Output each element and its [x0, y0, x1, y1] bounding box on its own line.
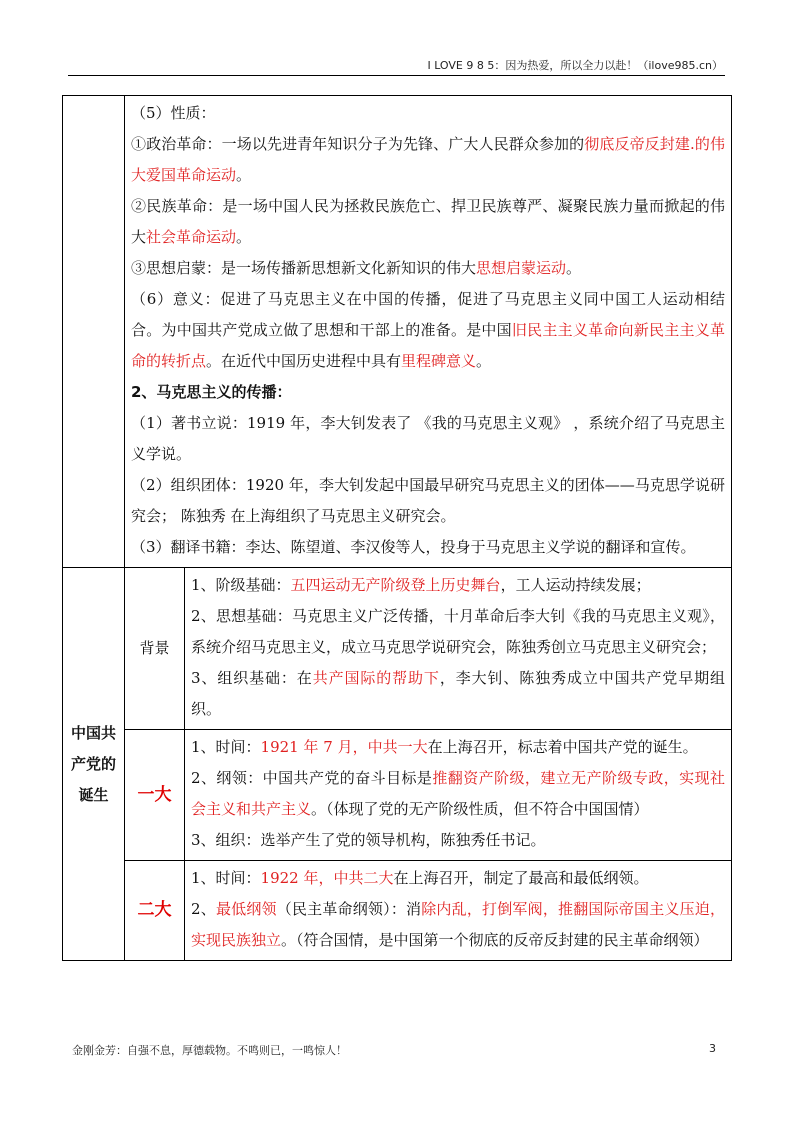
spread-item: （1）著书立说：1919 年，李大钊发表了 《我的马克思主义观》 ，系统介绍了马克思主义学说。 — [131, 414, 725, 463]
congress-item: 2、纲领：中国共产党的奋斗目标是推翻资产阶级，建立无产阶级专政，实现社会主义和共产主义。（体现了党的无产阶级性质，但不符合中国国情） — [191, 769, 725, 818]
table-row — [63, 96, 732, 568]
spread-title: 2、马克思主义的传播： — [131, 383, 292, 401]
significance-paragraph: （6）意义：促进了马克思主义在中国的传播，促进了马克思主义同中国工人运动相结合。为中国共产党成立做了思想和干部上的准备。是中国旧民主主义革命向新民主主义革命的转折点。在近代中国历史进程中具有里程碑意义。 — [131, 290, 725, 370]
second-congress-cell — [185, 861, 732, 961]
nature-item: ③思想启蒙：是一场传播新思想新文化新知识的伟大思想启蒙运动。 — [131, 259, 582, 277]
row-label: 背景 — [125, 568, 185, 730]
side-label: 中国共产党的诞生 — [63, 568, 125, 961]
spread-item: （3）翻译书籍：李达、陈望道、李汉俊等人，投身于马克思主义学说的翻译和宣传。 — [131, 538, 696, 556]
congress-item: 2、最低纲领（民主革命纲领）：消除内乱，打倒军阀，推翻国际帝国主义压迫，实现民族独立。（符合国情，是中国第一个彻底的反帝反封建的民主革命纲领） — [191, 900, 725, 949]
congress-item: 1、时间：1921 年 7 月，中共一大在上海召开，标志着中国共产党的诞生。 — [191, 738, 698, 756]
nature-title: （5）性质： — [131, 104, 216, 122]
first-congress-cell — [185, 730, 732, 861]
row-label: 二大 — [125, 861, 185, 961]
row-label: 一大 — [125, 730, 185, 861]
background-item: 2、思想基础：马克思主义广泛传播，十月革命后李大钊《我的马克思主义观》，系统介绍马克思主义，成立马克思学说研究会，陈独秀创立马克思主义研究会； — [191, 607, 725, 656]
nature-item: ②民族革命：是一场中国人民为拯救民族危亡、捍卫民族尊严、凝聚民族力量而掀起的伟大社会革命运动。 — [131, 197, 725, 246]
spread-item: （2）组织团体：1920 年，李大钊发起中国最早研究马克思主义的团体——马克思学说研究会； 陈独秀 在上海组织了马克思主义研究会。 — [131, 476, 725, 525]
page-header: I LOVE 9 8 5：因为热爱，所以全力以赴！（ilove985.cn） — [427, 59, 723, 72]
congress-item: 3、组织：选举产生了党的领导机构，陈独秀任书记。 — [191, 831, 546, 849]
page-number: 3 — [709, 1042, 716, 1055]
nature-item: ①政治革命：一场以先进青年知识分子为先锋、广大人民群众参加的彻底反帝反封建.的伟大爱国革命运动。 — [131, 135, 725, 184]
background-item: 3、组织基础：在共产国际的帮助下，李大钊、陈独秀成立中国共产党早期组织。 — [191, 669, 725, 718]
background-item: 1、阶级基础：五四运动无产阶级登上历史舞台，工人运动持续发展； — [191, 576, 651, 594]
table-row — [63, 861, 732, 961]
page-footer: 金刚金芳：自强不息，厚德载物。不鸣则已，一鸣惊人！ — [72, 1044, 347, 1057]
header-rule — [68, 75, 725, 76]
congress-item: 1、时间：1922 年，中共二大在上海召开，制定了最高和最低纲领。 — [191, 869, 649, 887]
table-row — [63, 568, 732, 730]
background-cell — [185, 568, 732, 730]
table-row — [63, 730, 732, 861]
section-cell — [125, 96, 732, 568]
content-table — [62, 95, 732, 961]
empty-cell — [63, 96, 125, 568]
